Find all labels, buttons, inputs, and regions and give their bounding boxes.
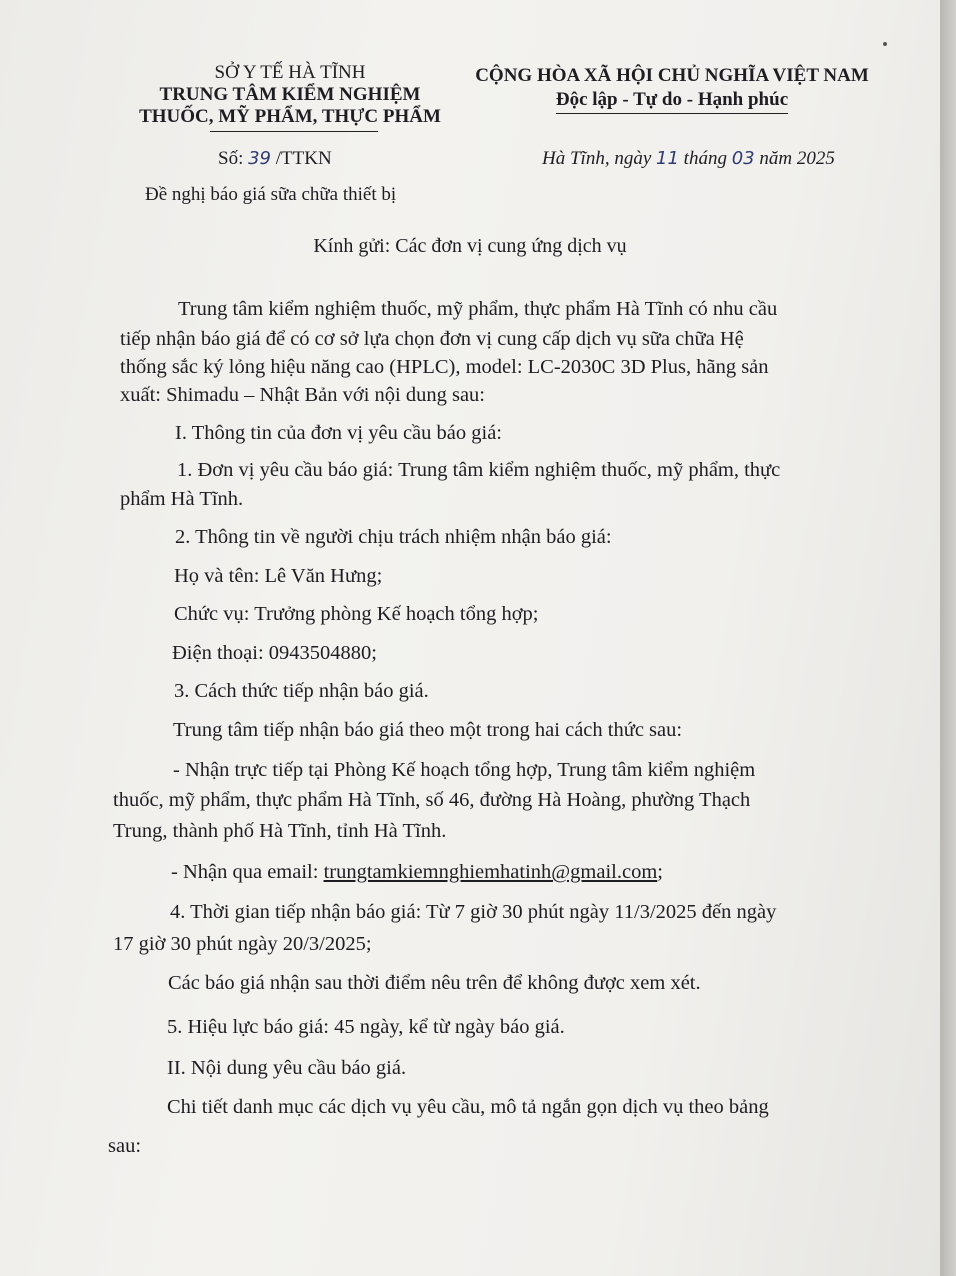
recipient-line: Kính gửi: Các đơn vị cung ứng dịch vụ xyxy=(313,235,627,257)
date-line xyxy=(542,148,835,170)
detail-line-2: sau: xyxy=(108,1135,142,1157)
national-header xyxy=(462,64,882,114)
method-2-line xyxy=(171,857,663,887)
contact-name: Họ và tên: Lê Văn Hưng; xyxy=(174,565,383,587)
item-2-heading: 2. Thông tin về người chịu trách nhiệm nhận báo giá: xyxy=(175,526,612,548)
section-2-heading: II. Nội dung yêu cầu báo giá. xyxy=(167,1057,407,1079)
department-name: SỞ Y TẾ HÀ TĨNH xyxy=(214,62,366,83)
document-number xyxy=(218,148,332,170)
document-subject: Đề nghị báo giá sữa chữa thiết bị xyxy=(145,184,397,205)
intro-line-3: thống sắc ký lỏng hiệu năng cao (HPLC), model: LC-2030C 3D Plus, hãng sản xyxy=(120,356,769,378)
detail-line-1: Chi tiết danh mục các dịch vụ yêu cầu, mô tả ngắn gọn dịch vụ theo bảng xyxy=(167,1096,769,1118)
date-year: năm 2025 xyxy=(759,148,835,169)
intro-line-4: xuất: Shimadu – Nhật Bản với nội dung sau: xyxy=(120,384,486,406)
date-day-label: ngày xyxy=(614,148,652,169)
pin-mark xyxy=(883,42,887,46)
date-day: 11 xyxy=(656,148,679,169)
document-number-value: 39 xyxy=(248,148,272,169)
contact-position: Chức vụ: Trưởng phòng Kế hoạch tổng hợp; xyxy=(174,603,539,625)
contact-phone: Điện thoại: 0943504880; xyxy=(172,642,377,664)
intro-line-2: tiếp nhận báo giá để có cơ sở lựa chọn đơn vị cung cấp dịch vụ sữa chữa Hệ xyxy=(120,328,744,350)
date-month: 03 xyxy=(731,148,755,169)
issuing-agency-header xyxy=(110,62,470,128)
section-1-heading: I. Thông tin của đơn vị yêu cầu báo giá: xyxy=(175,422,502,444)
national-motto: Độc lập - Tự do - Hạnh phúc xyxy=(556,88,788,114)
document-number-prefix: Số: xyxy=(218,148,244,169)
email-link[interactable]: trungtamkiemnghiemhatinh@gmail.com xyxy=(323,861,658,883)
date-place: Hà Tĩnh, xyxy=(542,148,615,169)
method-2-prefix: - Nhận qua email: xyxy=(171,861,324,883)
methods-intro: Trung tâm tiếp nhận báo giá theo một trong hai cách thức sau: xyxy=(173,719,683,741)
center-name-line2: THUỐC, MỸ PHẨM, THỰC PHẨM xyxy=(139,106,441,127)
item-1-line-1: 1. Đơn vị yêu cầu báo giá: Trung tâm kiểm nghiệm thuốc, mỹ phẩm, thực xyxy=(177,459,781,481)
item-4-line-2: 17 giờ 30 phút ngày 20/3/2025; xyxy=(113,933,372,955)
center-name-line1: TRUNG TÂM KIỂM NGHIỆM xyxy=(159,84,421,105)
document-number-suffix: /TTKN xyxy=(275,148,332,169)
item-4-line-1: 4. Thời gian tiếp nhận báo giá: Từ 7 giờ 30 phút ngày 11/3/2025 đến ngày xyxy=(170,901,777,923)
item-1-line-2: phẩm Hà Tĩnh. xyxy=(120,488,244,510)
method-1-line-3: Trung, thành phố Hà Tĩnh, tỉnh Hà Tĩnh. xyxy=(113,820,447,842)
late-note: Các báo giá nhận sau thời điểm nêu trên để không được xem xét. xyxy=(168,972,701,994)
method-1-line-1: - Nhận trực tiếp tại Phòng Kế hoạch tổng hợp, Trung tâm kiểm nghiệm xyxy=(173,759,756,781)
method-1-line-2: thuốc, mỹ phẩm, thực phẩm Hà Tĩnh, số 46, đường Hà Hoàng, phường Thạch xyxy=(113,789,751,811)
intro-line-1: Trung tâm kiểm nghiệm thuốc, mỹ phẩm, thực phẩm Hà Tĩnh có nhu cầu xyxy=(178,298,778,320)
country-name: CỘNG HÒA XÃ HỘI CHỦ NGHĨA VIỆT NAM xyxy=(475,65,869,86)
item-3-heading: 3. Cách thức tiếp nhận báo giá. xyxy=(174,680,429,702)
method-2-suffix: ; xyxy=(657,861,663,883)
background-edge xyxy=(940,0,956,1276)
header-underline xyxy=(210,131,378,132)
date-month-label: tháng xyxy=(683,148,727,169)
item-5-line: 5. Hiệu lực báo giá: 45 ngày, kể từ ngày báo giá. xyxy=(167,1016,565,1038)
